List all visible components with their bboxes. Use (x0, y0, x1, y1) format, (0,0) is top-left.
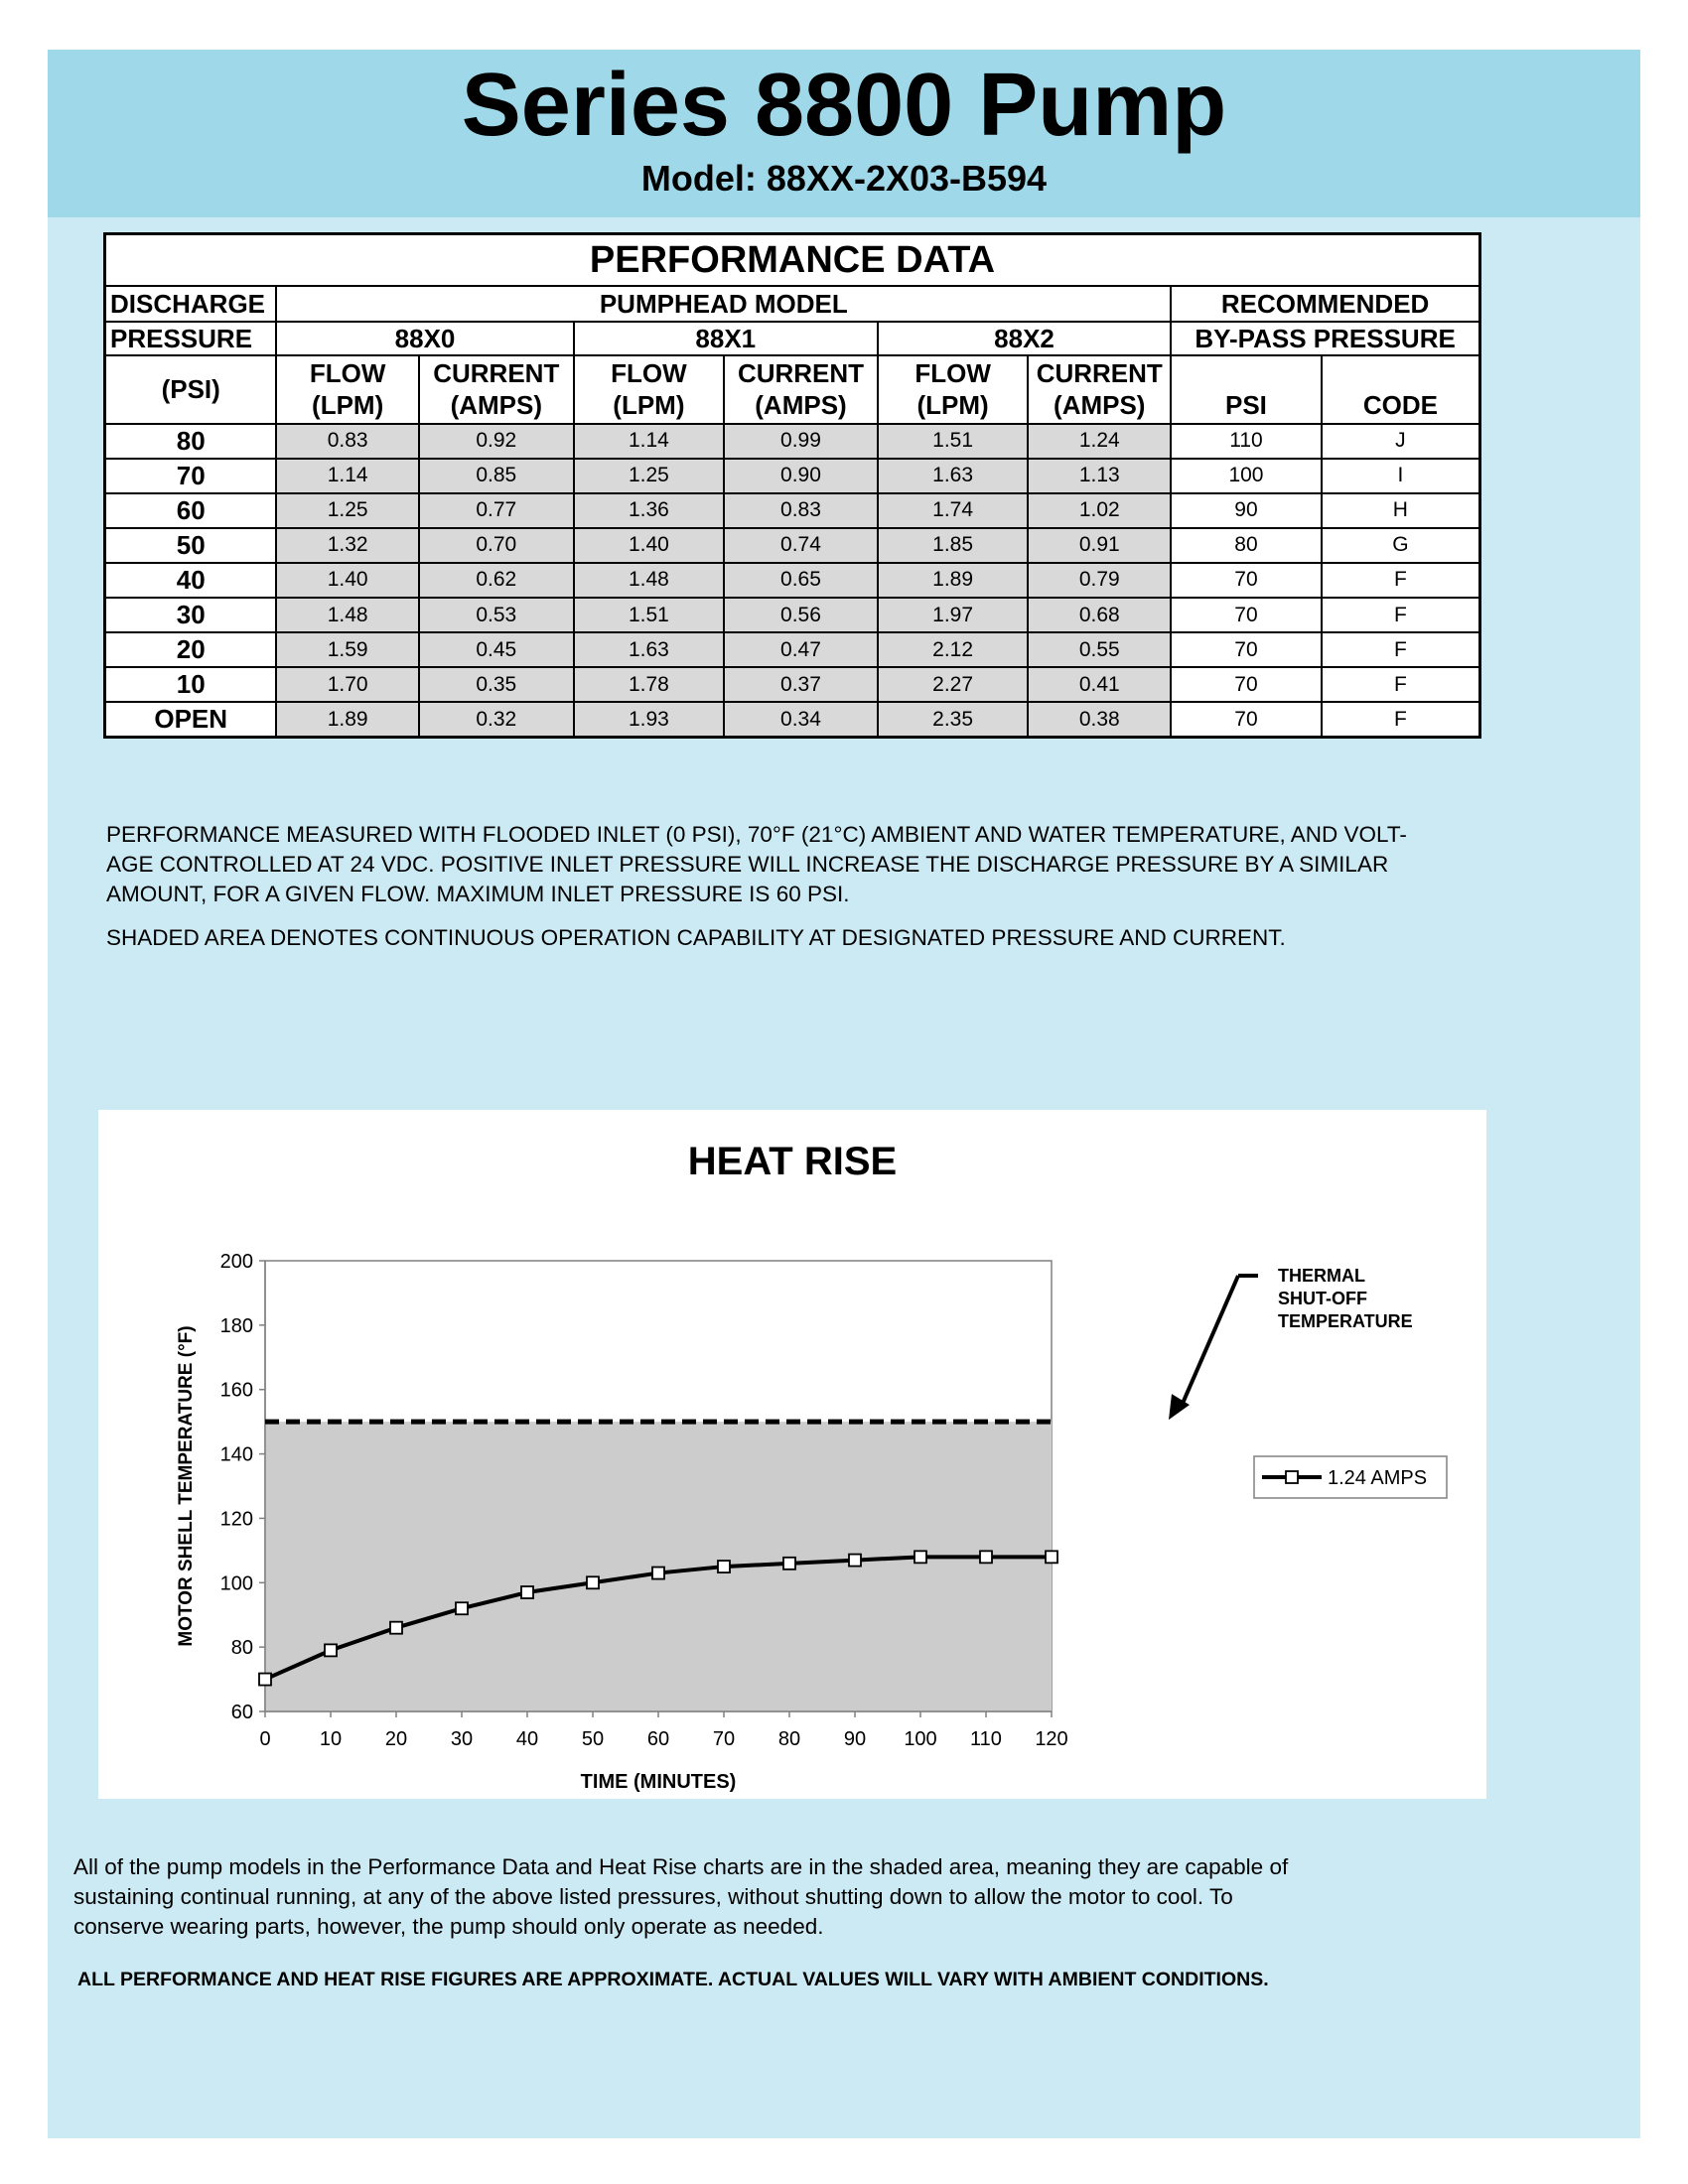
current-cell: 0.91 (1028, 528, 1171, 563)
model-88x1: 88X1 (574, 322, 878, 355)
bypass-code-cell: J (1322, 424, 1480, 459)
bypass-label: BY-PASS PRESSURE (1171, 322, 1479, 355)
pressure-cell: 10 (105, 667, 277, 702)
current-cell: 0.70 (419, 528, 574, 563)
pressure-cell: 70 (105, 459, 277, 493)
data-point (914, 1551, 926, 1563)
bypass-psi-cell: 70 (1171, 563, 1322, 598)
legend-marker (1286, 1471, 1298, 1483)
flow-header: FLOW (LPM) (574, 355, 724, 423)
flow-cell: 1.25 (276, 493, 418, 528)
current-header: CURRENT (AMPS) (1028, 355, 1171, 423)
current-cell: 0.41 (1028, 667, 1171, 702)
current-cell: 0.55 (1028, 632, 1171, 667)
current-cell: 1.02 (1028, 493, 1171, 528)
current-cell: 0.32 (419, 702, 574, 737)
footer-paragraph: All of the pump models in the Performance Data and Heat Rise charts are in the shaded area, meaning they are capable of sustaining continual running, at any of the above listed pressures, without shutting down to allow the motor to cool. To conserve wearing parts, however, the pump should only operate as needed. (73, 1854, 1289, 1939)
flow-cell: 1.63 (878, 459, 1028, 493)
x-tick-label: 110 (970, 1728, 1002, 1750)
y-tick-label: 100 (219, 1572, 253, 1595)
threshold-label: SHUT-OFF (1278, 1289, 1367, 1308)
pressure-cell: 40 (105, 563, 277, 598)
current-cell: 0.68 (1028, 598, 1171, 632)
current-header: CURRENT (AMPS) (419, 355, 574, 423)
x-tick-label: 50 (581, 1728, 605, 1750)
recommended-label: RECOMMENDED (1171, 286, 1479, 322)
data-point (587, 1576, 599, 1588)
current-cell: 0.92 (419, 424, 574, 459)
table-row (105, 598, 1480, 632)
current-cell: 1.13 (1028, 459, 1171, 493)
shaded-area-note: SHADED AREA DENOTES CONTINUOUS OPERATION CAPABILITY AT DESIGNATED PRESSURE AND CURRENT. (106, 925, 1286, 950)
data-point (849, 1555, 861, 1567)
current-cell: 0.85 (419, 459, 574, 493)
performance-table (103, 232, 1481, 739)
bypass-code-cell: F (1322, 563, 1480, 598)
current-cell: 0.99 (724, 424, 878, 459)
flow-cell: 1.74 (878, 493, 1028, 528)
flow-cell: 1.59 (276, 632, 418, 667)
bypass-code-cell: F (1322, 702, 1480, 737)
table-row (105, 632, 1480, 667)
table-row (105, 702, 1480, 737)
flow-cell: 1.97 (878, 598, 1028, 632)
current-cell: 0.65 (724, 563, 878, 598)
data-point (1046, 1551, 1057, 1563)
flow-cell: 2.12 (878, 632, 1028, 667)
disclaimer: ALL PERFORMANCE AND HEAT RISE FIGURES ARE APPROXIMATE. ACTUAL VALUES WILL VARY WITH AMBIENT CONDITIONS. (77, 1969, 1269, 1990)
current-cell: 0.83 (724, 493, 878, 528)
flow-cell: 1.40 (574, 528, 724, 563)
flow-cell: 1.32 (276, 528, 418, 563)
flow-cell: 1.93 (574, 702, 724, 737)
data-point (259, 1674, 271, 1686)
model-number: Model: 88XX-2X03-B594 (640, 158, 1048, 199)
flow-cell: 0.83 (276, 424, 418, 459)
flow-cell: 1.14 (276, 459, 418, 493)
pressure-cell: 30 (105, 598, 277, 632)
flow-cell: 1.51 (574, 598, 724, 632)
flow-header: FLOW (LPM) (276, 355, 418, 423)
chart-title: HEAT RISE (687, 1140, 898, 1183)
threshold-label: TEMPERATURE (1278, 1311, 1413, 1331)
bypass-code-cell: I (1322, 459, 1480, 493)
x-tick-label: 20 (384, 1728, 408, 1750)
psi-unit-label: (PSI) (105, 355, 277, 423)
model-88x2: 88X2 (878, 322, 1171, 355)
current-cell: 1.24 (1028, 424, 1171, 459)
bypass-psi-cell: 70 (1171, 667, 1322, 702)
data-point (390, 1622, 402, 1634)
current-cell: 0.53 (419, 598, 574, 632)
current-cell: 0.74 (724, 528, 878, 563)
flow-cell: 1.48 (574, 563, 724, 598)
y-tick-label: 180 (219, 1314, 253, 1337)
table-row (105, 424, 1480, 459)
x-tick-label: 40 (515, 1728, 539, 1750)
bypass-psi-cell: 110 (1171, 424, 1322, 459)
discharge-label: DISCHARGE (105, 286, 277, 322)
data-point (521, 1586, 533, 1598)
performance-note: PERFORMANCE MEASURED WITH FLOODED INLET (0 PSI), 70°F (21°C) AMBIENT AND WATER TEMPERATURE, AND VOLT- AGE CONTROLLED AT 24 VDC. POSITIVE INLET PRESSURE WILL INCREASE THE DISCHARGE PRESSURE BY A SIMILAR AMOUNT, FOR A GIVEN FLOW. MAXIMUM INLET PRESSURE IS 60 PSI. (106, 822, 1407, 906)
data-point (980, 1551, 992, 1563)
y-tick-label: 60 (230, 1702, 253, 1723)
y-tick-label: 160 (219, 1379, 253, 1402)
current-cell: 0.35 (419, 667, 574, 702)
x-tick-label: 90 (843, 1728, 867, 1750)
flow-cell: 1.36 (574, 493, 724, 528)
y-axis-label: MOTOR SHELL TEMPERATURE (°F) (176, 1325, 197, 1647)
bypass-psi-header: PSI (1171, 355, 1322, 423)
table-row (105, 493, 1480, 528)
x-axis-label: TIME (MINUTES) (580, 1771, 737, 1793)
x-tick-label: 100 (904, 1728, 937, 1750)
current-cell: 0.62 (419, 563, 574, 598)
heat-rise-chart (98, 1110, 1486, 1799)
pressure-cell: 50 (105, 528, 277, 563)
x-tick-label: 120 (1035, 1728, 1068, 1750)
flow-cell: 1.85 (878, 528, 1028, 563)
y-tick-label: 120 (219, 1508, 253, 1531)
flow-cell: 1.63 (574, 632, 724, 667)
x-tick-label: 80 (777, 1728, 801, 1750)
page-title: Series 8800 Pump (461, 56, 1227, 155)
y-tick-label: 200 (219, 1251, 253, 1273)
bypass-code-header: CODE (1322, 355, 1480, 423)
flow-cell: 2.27 (878, 667, 1028, 702)
table-row (105, 563, 1480, 598)
table-row (105, 667, 1480, 702)
flow-header: FLOW (LPM) (878, 355, 1028, 423)
data-point (652, 1568, 664, 1579)
annotation-arrow-shaft (1181, 1276, 1238, 1408)
current-cell: 0.90 (724, 459, 878, 493)
bypass-code-cell: F (1322, 667, 1480, 702)
flow-cell: 2.35 (878, 702, 1028, 737)
legend-label: 1.24 AMPS (1328, 1467, 1428, 1489)
flow-cell: 1.40 (276, 563, 418, 598)
bypass-code-cell: F (1322, 598, 1480, 632)
heat-rise-plot (98, 1110, 1486, 1799)
current-cell: 0.56 (724, 598, 878, 632)
pumphead-model-label: PUMPHEAD MODEL (276, 286, 1171, 322)
pressure-cell: OPEN (105, 702, 277, 737)
y-tick-label: 80 (230, 1637, 253, 1660)
flow-cell: 1.25 (574, 459, 724, 493)
bypass-psi-cell: 90 (1171, 493, 1322, 528)
flow-cell: 1.14 (574, 424, 724, 459)
flow-cell: 1.89 (276, 702, 418, 737)
header-band (48, 50, 1640, 217)
bypass-psi-cell: 100 (1171, 459, 1322, 493)
x-tick-label: 70 (712, 1728, 736, 1750)
bypass-psi-cell: 70 (1171, 598, 1322, 632)
data-point (456, 1602, 468, 1614)
bypass-code-cell: G (1322, 528, 1480, 563)
current-cell: 0.77 (419, 493, 574, 528)
x-tick-label: 60 (646, 1728, 670, 1750)
flow-cell: 1.70 (276, 667, 418, 702)
model-88x0: 88X0 (276, 322, 573, 355)
flow-cell: 1.89 (878, 563, 1028, 598)
current-cell: 0.34 (724, 702, 878, 737)
current-header: CURRENT (AMPS) (724, 355, 878, 423)
y-tick-label: 140 (219, 1443, 253, 1466)
bypass-code-cell: F (1322, 632, 1480, 667)
current-cell: 0.37 (724, 667, 878, 702)
x-tick-label: 10 (319, 1728, 343, 1750)
data-point (783, 1558, 795, 1570)
current-cell: 0.47 (724, 632, 878, 667)
current-cell: 0.45 (419, 632, 574, 667)
flow-cell: 1.78 (574, 667, 724, 702)
data-point (325, 1644, 337, 1656)
table-row (105, 459, 1480, 493)
pressure-cell: 60 (105, 493, 277, 528)
pressure-label: PRESSURE (105, 322, 277, 355)
x-tick-label: 30 (450, 1728, 474, 1750)
x-tick-label: 0 (259, 1728, 271, 1750)
bypass-psi-cell: 70 (1171, 632, 1322, 667)
data-point (718, 1561, 730, 1572)
flow-cell: 1.48 (276, 598, 418, 632)
flow-cell: 1.51 (878, 424, 1028, 459)
table-title: PERFORMANCE DATA (105, 234, 1480, 287)
bypass-code-cell: H (1322, 493, 1480, 528)
current-cell: 0.79 (1028, 563, 1171, 598)
current-cell: 0.38 (1028, 702, 1171, 737)
threshold-label: THERMAL (1278, 1266, 1365, 1286)
table-row (105, 528, 1480, 563)
bypass-psi-cell: 80 (1171, 528, 1322, 563)
bypass-psi-cell: 70 (1171, 702, 1322, 737)
pressure-cell: 20 (105, 632, 277, 667)
pressure-cell: 80 (105, 424, 277, 459)
